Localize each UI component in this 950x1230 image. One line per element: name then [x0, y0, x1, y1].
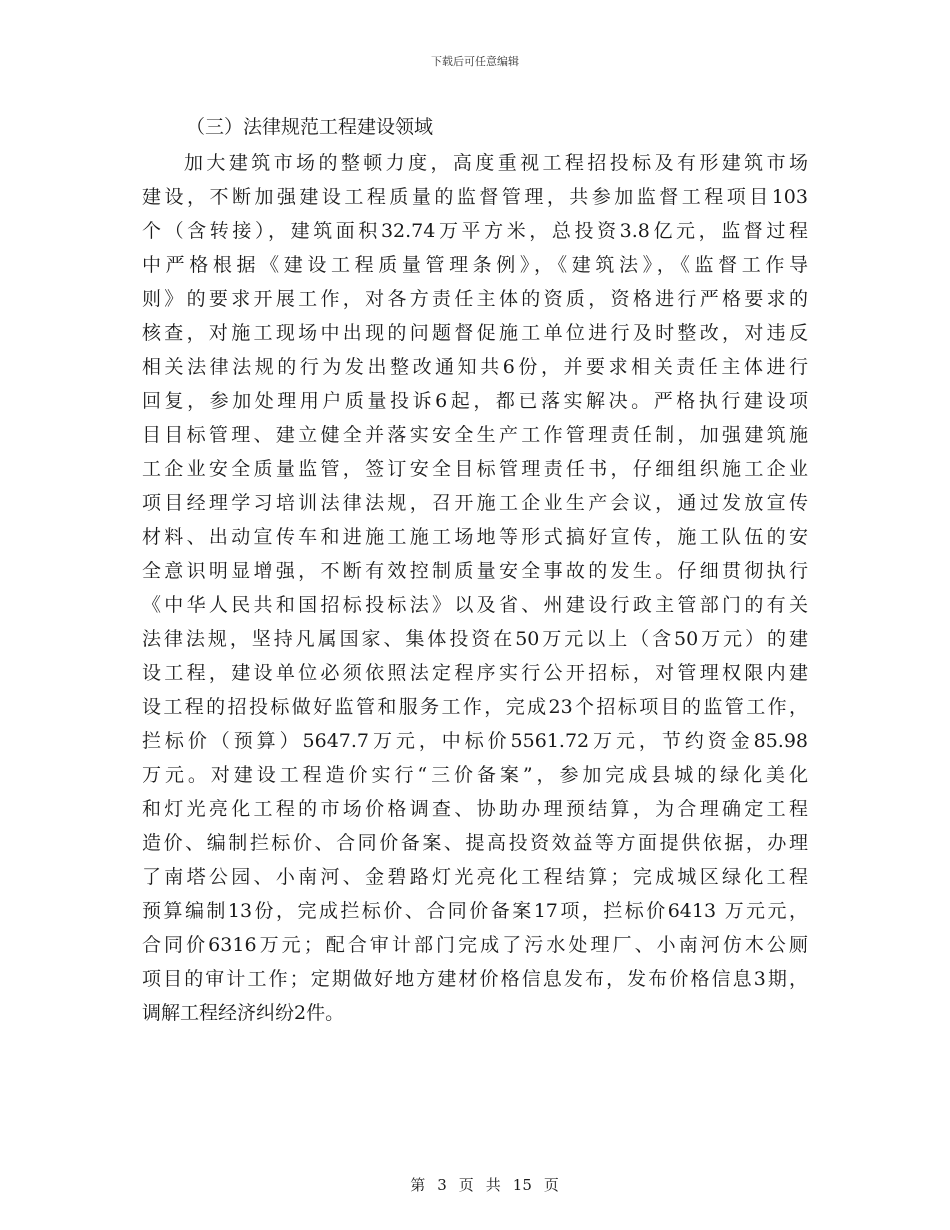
paragraph-line: 回复，参加处理用户质量投诉6起，都已落实解决。严格执行建设项	[142, 390, 808, 412]
footer-page-word: 页	[458, 1176, 474, 1194]
footer-prefix: 第	[410, 1176, 426, 1194]
footer-total-word: 共	[485, 1176, 501, 1194]
paragraph-line: 相关法律法规的行为发出整改通知共6份，并要求相关责任主体进行	[142, 356, 808, 378]
paragraph-line: 设工程，建设单位必须依照法定程序实行公开招标，对管理权限内建	[142, 662, 808, 684]
header-note: 下载后可任意编辑	[431, 55, 519, 68]
total-page-count: 15	[512, 1176, 532, 1194]
paragraph-line: 拦标价（预算）5647.7万元，中标价5561.72万元，节约资金85.98	[142, 730, 808, 752]
paragraph-line: 了南塔公园、小南河、金碧路灯光亮化工程结算；完成城区绿化工程	[142, 866, 808, 888]
body-paragraph	[0, 146, 950, 1126]
paragraph-line: 《中华人民共和国招标投标法》以及省、州建设行政主管部门的有关	[142, 594, 808, 616]
paragraph-line: 造价、编制拦标价、合同价备案、提高投资效益等方面提供依据，办理	[142, 832, 808, 854]
paragraph-line: 万元。对建设工程造价实行“三价备案”，参加完成县城的绿化美化	[142, 764, 808, 786]
paragraph-line: 工企业安全质量监管，签订安全目标管理责任书，仔细组织施工企业	[142, 458, 808, 480]
current-page-number: 3	[437, 1176, 447, 1194]
paragraph-line: 法律法规，坚持凡属国家、集体投资在50万元以上（含50万元）的建	[142, 628, 808, 650]
paragraph-line: 项目的审计工作；定期做好地方建材价格信息发布，发布价格信息3期，	[142, 968, 808, 990]
paragraph-line: 设工程的招投标做好监管和服务工作，完成23个招标项目的监管工作，	[142, 696, 808, 718]
paragraph-line: 加大建筑市场的整顿力度，高度重视工程招投标及有形建筑市场	[184, 152, 808, 174]
paragraph-line: 个（含转接），建筑面积32.74万平方米，总投资3.8亿元，监督过程	[142, 220, 808, 242]
paragraph-line: 中严格根据《建设工程质量管理条例》，《建筑法》，《监督工作导	[142, 254, 808, 276]
paragraph-line: 材料、出动宣传车和进施工施工场地等形式搞好宣传，施工队伍的安	[142, 526, 808, 548]
paragraph-line: 项目经理学习培训法律法规，召开施工企业生产会议，通过发放宣传	[142, 492, 808, 514]
paragraph-line: 全意识明显增强，不断有效控制质量安全事故的发生。仔细贯彻执行	[142, 560, 808, 582]
paragraph-line: 合同价6316万元；配合审计部门完成了污水处理厂、小南河仿木公厕	[142, 934, 808, 956]
section-heading: （三）法律规范工程建设领域	[186, 116, 434, 138]
paragraph-line: 建设，不断加强建设工程质量的监督管理，共参加监督工程项目103	[142, 186, 808, 208]
paragraph-line: 目目标管理、建立健全并落实安全生产工作管理责任制，加强建筑施	[142, 424, 808, 446]
paragraph-line: 核查，对施工现场中出现的问题督促施工单位进行及时整改，对违反	[142, 322, 808, 344]
paragraph-line: 和灯光亮化工程的市场价格调查、协助办理预结算，为合理确定工程	[142, 798, 808, 820]
paragraph-line: 预算编制13份，完成拦标价、合同价备案17项，拦标价6413 万元元，	[142, 900, 808, 922]
page-footer	[0, 1155, 950, 1215]
paragraph-line: 则》的要求开展工作，对各方责任主体的资质，资格进行严格要求的	[142, 288, 808, 310]
footer-suffix: 页	[543, 1176, 559, 1194]
paragraph-line: 调解工程经济纠纷2件。	[142, 1002, 345, 1024]
